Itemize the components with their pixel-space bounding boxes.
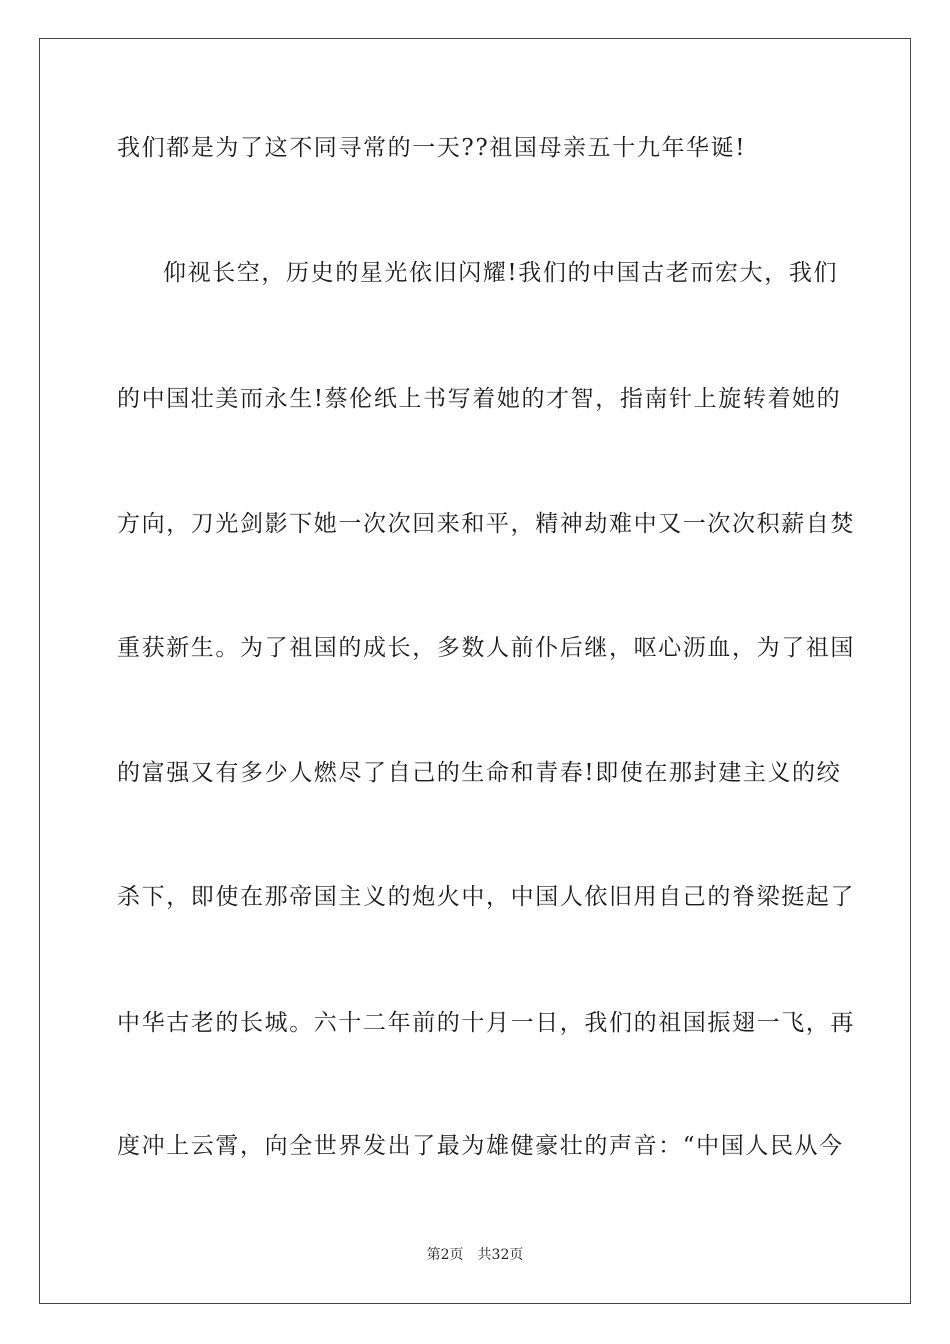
- text-line-7: 杀下，即使在那帝国主义的炮火中，中国人依旧用自己的脊梁挺起了: [117, 884, 855, 910]
- text-line-3: 的中国壮美而永生!蔡伦纸上书写着她的才智，指南针上旋转着她的: [117, 386, 842, 412]
- text-line-5: 重获新生。为了祖国的成长，多数人前仆后继，呕心沥血，为了祖国: [117, 635, 855, 661]
- page-border: [39, 38, 911, 1304]
- text-line-4: 方向，刀光剑影下她一次次回来和平，精神劫难中又一次次积薪自焚: [117, 511, 855, 537]
- text-line-2: 仰视长空，历史的星光依旧闪耀!我们的中国古老而宏大，我们: [163, 260, 839, 286]
- page-number: 第2页: [426, 1247, 464, 1263]
- text-line-1: 我们都是为了这不同寻常的一天??祖国母亲五十九年华诞!: [117, 135, 747, 161]
- page-footer: [0, 1246, 950, 1264]
- page-total: 共32页: [477, 1247, 524, 1263]
- text-line-9: 度冲上云霄，向全世界发出了最为雄健豪壮的声音：“中国人民从今: [117, 1133, 844, 1159]
- text-line-6: 的富强又有多少人燃尽了自己的生命和青春!即使在那封建主义的绞: [117, 760, 842, 786]
- text-line-8: 中华古老的长城。六十二年前的十月一日，我们的祖国振翅一飞，再: [117, 1010, 855, 1036]
